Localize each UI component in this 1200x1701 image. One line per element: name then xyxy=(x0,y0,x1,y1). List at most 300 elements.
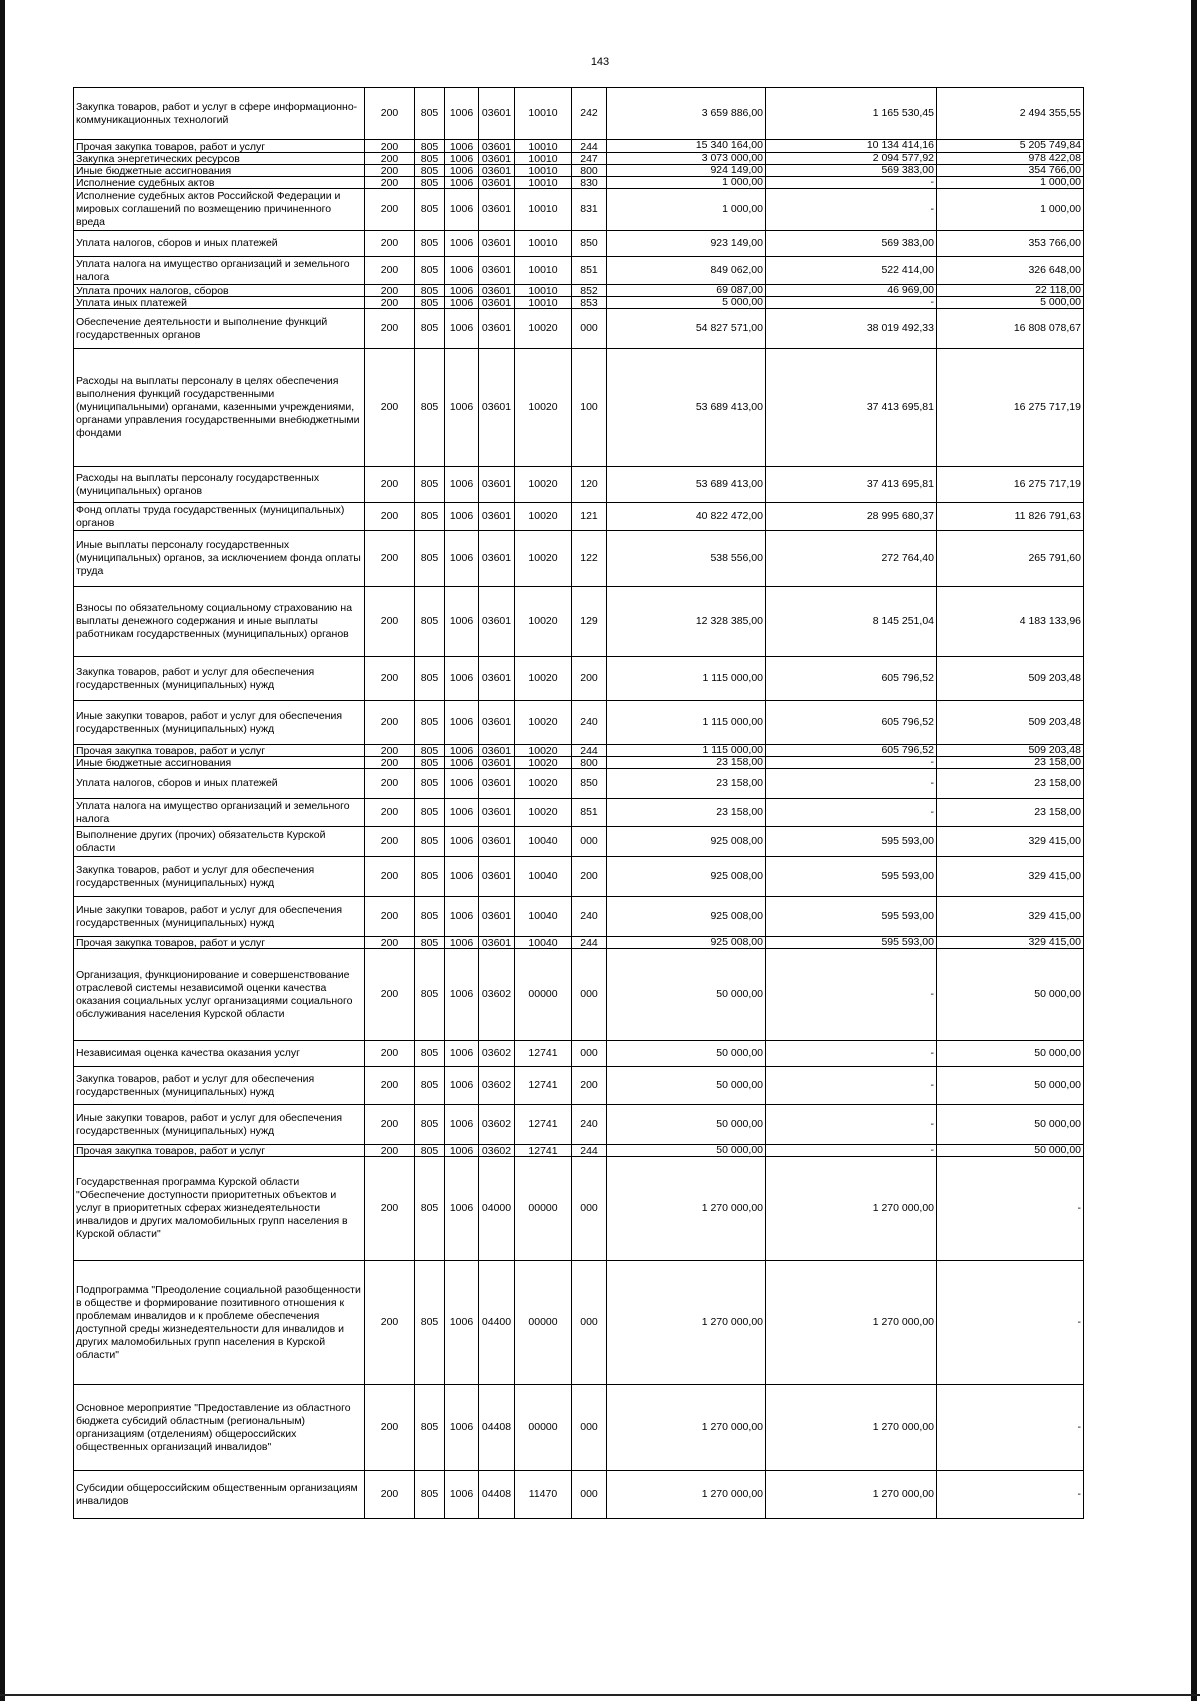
cell-direction: 10010 xyxy=(515,257,572,285)
cell-subsection: 1006 xyxy=(445,1385,479,1471)
cell-planned: 1 270 000,00 xyxy=(607,1471,766,1519)
cell-executed: - xyxy=(766,1067,937,1105)
cell-remaining: 265 791,60 xyxy=(937,531,1084,587)
cell-direction: 10010 xyxy=(515,297,572,309)
cell-expense-type: 244 xyxy=(572,1145,607,1157)
row-name-cell: Уплата налога на имущество организаций и земельного налога xyxy=(74,257,365,285)
cell-chapter: 200 xyxy=(365,177,415,189)
cell-planned: 538 556,00 xyxy=(607,531,766,587)
table-row xyxy=(74,1385,1084,1471)
cell-chapter: 200 xyxy=(365,1261,415,1385)
cell-planned: 925 008,00 xyxy=(607,897,766,937)
row-name-cell: Уплата налога на имущество организаций и земельного налога xyxy=(74,799,365,827)
cell-section: 805 xyxy=(415,531,445,587)
cell-direction: 10020 xyxy=(515,349,572,467)
cell-direction: 10040 xyxy=(515,937,572,949)
cell-remaining: 509 203,48 xyxy=(937,701,1084,745)
cell-section: 805 xyxy=(415,349,445,467)
cell-section: 805 xyxy=(415,153,445,165)
cell-section: 805 xyxy=(415,1145,445,1157)
cell-direction: 00000 xyxy=(515,1385,572,1471)
table-row xyxy=(74,897,1084,937)
cell-remaining: 509 203,48 xyxy=(937,657,1084,701)
cell-planned: 1 115 000,00 xyxy=(607,657,766,701)
cell-chapter: 200 xyxy=(365,1385,415,1471)
cell-subsection: 1006 xyxy=(445,1067,479,1105)
cell-direction: 10010 xyxy=(515,231,572,257)
row-name-cell: Взносы по обязательному социальному страхованию на выплаты денежного содержания и иные выплаты работникам государственных (муниципальных) органов xyxy=(74,587,365,657)
cell-remaining: 16 275 717,19 xyxy=(937,467,1084,503)
table-row xyxy=(74,467,1084,503)
cell-direction: 10010 xyxy=(515,285,572,297)
cell-chapter: 200 xyxy=(365,257,415,285)
cell-remaining: 329 415,00 xyxy=(937,827,1084,857)
cell-expense-type: 000 xyxy=(572,1261,607,1385)
row-name-cell: Прочая закупка товаров, работ и услуг xyxy=(74,140,365,153)
cell-chapter: 200 xyxy=(365,745,415,757)
cell-direction: 10020 xyxy=(515,745,572,757)
cell-remaining: 1 000,00 xyxy=(937,189,1084,231)
cell-subsection: 1006 xyxy=(445,285,479,297)
cell-remaining: 11 826 791,63 xyxy=(937,503,1084,531)
cell-executed: 46 969,00 xyxy=(766,285,937,297)
cell-subsection: 1006 xyxy=(445,231,479,257)
cell-direction: 10040 xyxy=(515,897,572,937)
cell-chapter: 200 xyxy=(365,88,415,140)
cell-subsection: 1006 xyxy=(445,701,479,745)
table-row xyxy=(74,1041,1084,1067)
cell-planned: 50 000,00 xyxy=(607,949,766,1041)
cell-subsection: 1006 xyxy=(445,857,479,897)
cell-direction: 10010 xyxy=(515,153,572,165)
cell-section: 805 xyxy=(415,769,445,799)
cell-chapter: 200 xyxy=(365,1157,415,1261)
cell-planned: 23 158,00 xyxy=(607,757,766,769)
cell-program: 03602 xyxy=(479,1067,515,1105)
table-row xyxy=(74,189,1084,231)
row-name-cell: Уплата иных платежей xyxy=(74,297,365,309)
cell-section: 805 xyxy=(415,757,445,769)
row-name-cell: Закупка товаров, работ и услуг для обеспечения государственных (муниципальных) нужд xyxy=(74,657,365,701)
row-name-cell: Прочая закупка товаров, работ и услуг xyxy=(74,1145,365,1157)
cell-executed: - xyxy=(766,1041,937,1067)
cell-planned: 925 008,00 xyxy=(607,937,766,949)
row-name-cell: Фонд оплаты труда государственных (муниципальных) органов xyxy=(74,503,365,531)
row-name-cell: Закупка товаров, работ и услуг для обеспечения государственных (муниципальных) нужд xyxy=(74,1067,365,1105)
cell-remaining: 23 158,00 xyxy=(937,799,1084,827)
cell-subsection: 1006 xyxy=(445,937,479,949)
cell-section: 805 xyxy=(415,189,445,231)
cell-subsection: 1006 xyxy=(445,257,479,285)
cell-remaining: - xyxy=(937,1471,1084,1519)
cell-program: 04400 xyxy=(479,1261,515,1385)
cell-section: 805 xyxy=(415,1067,445,1105)
cell-planned: 1 115 000,00 xyxy=(607,745,766,757)
cell-chapter: 200 xyxy=(365,857,415,897)
cell-program: 03601 xyxy=(479,857,515,897)
cell-program: 03602 xyxy=(479,1105,515,1145)
cell-remaining: 50 000,00 xyxy=(937,1041,1084,1067)
cell-subsection: 1006 xyxy=(445,1157,479,1261)
table-row xyxy=(74,827,1084,857)
row-name-cell: Иные бюджетные ассигнования xyxy=(74,757,365,769)
cell-remaining: 978 422,08 xyxy=(937,153,1084,165)
cell-chapter: 200 xyxy=(365,349,415,467)
cell-chapter: 200 xyxy=(365,949,415,1041)
cell-program: 03601 xyxy=(479,88,515,140)
cell-chapter: 200 xyxy=(365,285,415,297)
table-row xyxy=(74,857,1084,897)
cell-program: 03602 xyxy=(479,949,515,1041)
cell-direction: 10020 xyxy=(515,757,572,769)
cell-remaining: 5 000,00 xyxy=(937,297,1084,309)
cell-expense-type: 100 xyxy=(572,349,607,467)
table-row xyxy=(74,1261,1084,1385)
table-row xyxy=(74,297,1084,309)
cell-program: 03601 xyxy=(479,189,515,231)
cell-expense-type: 244 xyxy=(572,745,607,757)
cell-planned: 924 149,00 xyxy=(607,165,766,177)
cell-planned: 23 158,00 xyxy=(607,769,766,799)
cell-remaining: 509 203,48 xyxy=(937,745,1084,757)
cell-executed: 605 796,52 xyxy=(766,701,937,745)
cell-remaining: - xyxy=(937,1261,1084,1385)
cell-section: 805 xyxy=(415,231,445,257)
cell-remaining: 353 766,00 xyxy=(937,231,1084,257)
cell-program: 03601 xyxy=(479,531,515,587)
cell-direction: 12741 xyxy=(515,1067,572,1105)
cell-direction: 10010 xyxy=(515,189,572,231)
cell-expense-type: 853 xyxy=(572,297,607,309)
cell-remaining: 5 205 749,84 xyxy=(937,140,1084,153)
cell-direction: 12741 xyxy=(515,1105,572,1145)
cell-chapter: 200 xyxy=(365,1471,415,1519)
table-row xyxy=(74,177,1084,189)
cell-executed: 595 593,00 xyxy=(766,857,937,897)
row-name-cell: Расходы на выплаты персоналу государственных (муниципальных) органов xyxy=(74,467,365,503)
cell-planned: 15 340 164,00 xyxy=(607,140,766,153)
cell-direction: 10020 xyxy=(515,467,572,503)
cell-section: 805 xyxy=(415,1157,445,1261)
cell-chapter: 200 xyxy=(365,140,415,153)
cell-expense-type: 244 xyxy=(572,937,607,949)
cell-planned: 1 270 000,00 xyxy=(607,1385,766,1471)
cell-expense-type: 129 xyxy=(572,587,607,657)
cell-executed: - xyxy=(766,297,937,309)
cell-direction: 10010 xyxy=(515,165,572,177)
cell-chapter: 200 xyxy=(365,1067,415,1105)
cell-remaining: 329 415,00 xyxy=(937,897,1084,937)
cell-direction: 10010 xyxy=(515,177,572,189)
cell-planned: 1 000,00 xyxy=(607,177,766,189)
table-row xyxy=(74,1105,1084,1145)
cell-program: 03601 xyxy=(479,297,515,309)
cell-subsection: 1006 xyxy=(445,349,479,467)
cell-remaining: 50 000,00 xyxy=(937,949,1084,1041)
cell-direction: 12741 xyxy=(515,1145,572,1157)
table-row xyxy=(74,1145,1084,1157)
table-row xyxy=(74,285,1084,297)
cell-chapter: 200 xyxy=(365,1105,415,1145)
cell-expense-type: 122 xyxy=(572,531,607,587)
cell-expense-type: 200 xyxy=(572,857,607,897)
cell-section: 805 xyxy=(415,297,445,309)
cell-program: 03601 xyxy=(479,177,515,189)
row-name-cell: Уплата налогов, сборов и иных платежей xyxy=(74,231,365,257)
cell-chapter: 200 xyxy=(365,165,415,177)
cell-expense-type: 200 xyxy=(572,1067,607,1105)
cell-expense-type: 852 xyxy=(572,285,607,297)
cell-executed: - xyxy=(766,189,937,231)
table-row xyxy=(74,140,1084,153)
table-row xyxy=(74,1067,1084,1105)
cell-program: 03601 xyxy=(479,467,515,503)
cell-executed: 38 019 492,33 xyxy=(766,309,937,349)
cell-section: 805 xyxy=(415,467,445,503)
cell-chapter: 200 xyxy=(365,827,415,857)
cell-remaining: 50 000,00 xyxy=(937,1067,1084,1105)
cell-subsection: 1006 xyxy=(445,657,479,701)
cell-expense-type: 120 xyxy=(572,467,607,503)
row-name-cell: Иные бюджетные ассигнования xyxy=(74,165,365,177)
cell-program: 03601 xyxy=(479,153,515,165)
budget-table xyxy=(73,87,1084,1519)
cell-remaining: 4 183 133,96 xyxy=(937,587,1084,657)
cell-subsection: 1006 xyxy=(445,1105,479,1145)
cell-subsection: 1006 xyxy=(445,153,479,165)
row-name-cell: Подпрограмма "Преодоление социальной разобщенности в обществе и формирование позитивного отношения к проблемам инвалидов и к проблеме обеспечения доступной среды жизнедеятельности для инвалидов и других маломобильных групп населения в Курской области" xyxy=(74,1261,365,1385)
cell-executed: 522 414,00 xyxy=(766,257,937,285)
cell-section: 805 xyxy=(415,827,445,857)
cell-section: 805 xyxy=(415,799,445,827)
cell-planned: 923 149,00 xyxy=(607,231,766,257)
cell-chapter: 200 xyxy=(365,467,415,503)
row-name-cell: Иные выплаты персоналу государственных (муниципальных) органов, за исключением фонда оплаты труда xyxy=(74,531,365,587)
cell-executed: 1 270 000,00 xyxy=(766,1385,937,1471)
cell-remaining: 1 000,00 xyxy=(937,177,1084,189)
cell-planned: 3 073 000,00 xyxy=(607,153,766,165)
table-row xyxy=(74,309,1084,349)
cell-program: 03601 xyxy=(479,769,515,799)
cell-expense-type: 000 xyxy=(572,1041,607,1067)
row-name-cell: Организация, функционирование и совершенствование отраслевой системы независимой оценки качества оказания социальных услуг организациями социального обслуживания населения Курской области xyxy=(74,949,365,1041)
cell-planned: 53 689 413,00 xyxy=(607,467,766,503)
cell-direction: 10010 xyxy=(515,140,572,153)
row-name-cell: Иные закупки товаров, работ и услуг для обеспечения государственных (муниципальных) нужд xyxy=(74,701,365,745)
cell-executed: - xyxy=(766,177,937,189)
cell-section: 805 xyxy=(415,88,445,140)
row-name-cell: Уплата прочих налогов, сборов xyxy=(74,285,365,297)
cell-section: 805 xyxy=(415,285,445,297)
cell-program: 03601 xyxy=(479,309,515,349)
cell-planned: 1 000,00 xyxy=(607,189,766,231)
table-row xyxy=(74,949,1084,1041)
cell-remaining: 2 494 355,55 xyxy=(937,88,1084,140)
cell-expense-type: 242 xyxy=(572,88,607,140)
cell-subsection: 1006 xyxy=(445,309,479,349)
cell-expense-type: 240 xyxy=(572,701,607,745)
cell-planned: 50 000,00 xyxy=(607,1067,766,1105)
row-name-cell: Расходы на выплаты персоналу в целях обеспечения выполнения функций государственными (муниципальными) органами, казенными учреждениями, органами управления государственными внебюджетными фондами xyxy=(74,349,365,467)
cell-expense-type: 830 xyxy=(572,177,607,189)
cell-subsection: 1006 xyxy=(445,1041,479,1067)
cell-subsection: 1006 xyxy=(445,503,479,531)
cell-subsection: 1006 xyxy=(445,467,479,503)
cell-executed: 1 270 000,00 xyxy=(766,1471,937,1519)
cell-section: 805 xyxy=(415,309,445,349)
table-row xyxy=(74,745,1084,757)
table-row xyxy=(74,349,1084,467)
cell-remaining: 23 158,00 xyxy=(937,769,1084,799)
row-name-cell: Уплата налогов, сборов и иных платежей xyxy=(74,769,365,799)
cell-program: 03601 xyxy=(479,827,515,857)
cell-program: 04408 xyxy=(479,1385,515,1471)
cell-section: 805 xyxy=(415,897,445,937)
cell-planned: 40 822 472,00 xyxy=(607,503,766,531)
cell-program: 03601 xyxy=(479,231,515,257)
cell-planned: 3 659 886,00 xyxy=(607,88,766,140)
cell-remaining: 16 275 717,19 xyxy=(937,349,1084,467)
cell-subsection: 1006 xyxy=(445,745,479,757)
cell-section: 805 xyxy=(415,657,445,701)
table-row xyxy=(74,88,1084,140)
cell-direction: 10020 xyxy=(515,769,572,799)
cell-program: 03601 xyxy=(479,757,515,769)
cell-remaining: 50 000,00 xyxy=(937,1105,1084,1145)
cell-executed: - xyxy=(766,1105,937,1145)
cell-direction: 00000 xyxy=(515,1157,572,1261)
cell-chapter: 200 xyxy=(365,937,415,949)
cell-expense-type: 851 xyxy=(572,799,607,827)
row-name-cell: Прочая закупка товаров, работ и услуг xyxy=(74,745,365,757)
cell-program: 03602 xyxy=(479,1145,515,1157)
row-name-cell: Государственная программа Курской области "Обеспечение доступности приоритетных объектов и услуг в приоритетных сферах жизнедеятельности инвалидов и других маломобильных групп населения в Курской области" xyxy=(74,1157,365,1261)
row-name-cell: Прочая закупка товаров, работ и услуг xyxy=(74,937,365,949)
cell-expense-type: 850 xyxy=(572,769,607,799)
cell-remaining: 22 118,00 xyxy=(937,285,1084,297)
cell-section: 805 xyxy=(415,857,445,897)
scan-bottom-edge xyxy=(0,1694,1200,1696)
cell-executed: 272 764,40 xyxy=(766,531,937,587)
cell-section: 805 xyxy=(415,1385,445,1471)
table-row xyxy=(74,701,1084,745)
cell-remaining: 329 415,00 xyxy=(937,857,1084,897)
cell-direction: 10020 xyxy=(515,701,572,745)
cell-chapter: 200 xyxy=(365,769,415,799)
cell-subsection: 1006 xyxy=(445,531,479,587)
cell-expense-type: 000 xyxy=(572,1385,607,1471)
table-row xyxy=(74,587,1084,657)
cell-direction: 10020 xyxy=(515,657,572,701)
row-name-cell: Исполнение судебных актов xyxy=(74,177,365,189)
cell-subsection: 1006 xyxy=(445,769,479,799)
cell-direction: 10040 xyxy=(515,857,572,897)
cell-section: 805 xyxy=(415,503,445,531)
cell-planned: 69 087,00 xyxy=(607,285,766,297)
cell-chapter: 200 xyxy=(365,897,415,937)
cell-section: 805 xyxy=(415,257,445,285)
cell-planned: 1 115 000,00 xyxy=(607,701,766,745)
cell-subsection: 1006 xyxy=(445,189,479,231)
table-row xyxy=(74,257,1084,285)
cell-subsection: 1006 xyxy=(445,757,479,769)
cell-executed: 595 593,00 xyxy=(766,897,937,937)
cell-executed: - xyxy=(766,1145,937,1157)
cell-remaining: 329 415,00 xyxy=(937,937,1084,949)
cell-executed: - xyxy=(766,769,937,799)
cell-direction: 12741 xyxy=(515,1041,572,1067)
scan-left-edge xyxy=(0,0,5,1701)
cell-remaining: - xyxy=(937,1385,1084,1471)
cell-executed: - xyxy=(766,799,937,827)
cell-chapter: 200 xyxy=(365,297,415,309)
cell-program: 03601 xyxy=(479,587,515,657)
cell-direction: 11470 xyxy=(515,1471,572,1519)
cell-section: 805 xyxy=(415,745,445,757)
cell-planned: 53 689 413,00 xyxy=(607,349,766,467)
table-row xyxy=(74,1157,1084,1261)
row-name-cell: Закупка энергетических ресурсов xyxy=(74,153,365,165)
row-name-cell: Исполнение судебных актов Российской Федерации и мировых соглашений по возмещению причиненного вреда xyxy=(74,189,365,231)
cell-remaining: 354 766,00 xyxy=(937,165,1084,177)
cell-direction: 00000 xyxy=(515,1261,572,1385)
row-name-cell: Основное мероприятие "Предоставление из областного бюджета субсидий областным (региональным) организациям (отделениям) общероссийских общественных организаций инвалидов" xyxy=(74,1385,365,1471)
cell-section: 805 xyxy=(415,140,445,153)
cell-expense-type: 000 xyxy=(572,827,607,857)
cell-planned: 925 008,00 xyxy=(607,827,766,857)
cell-planned: 1 270 000,00 xyxy=(607,1157,766,1261)
cell-planned: 849 062,00 xyxy=(607,257,766,285)
cell-remaining: 50 000,00 xyxy=(937,1145,1084,1157)
cell-direction: 10040 xyxy=(515,827,572,857)
table-row xyxy=(74,165,1084,177)
row-name-cell: Выполнение других (прочих) обязательств Курской области xyxy=(74,827,365,857)
cell-expense-type: 850 xyxy=(572,231,607,257)
cell-subsection: 1006 xyxy=(445,799,479,827)
cell-chapter: 200 xyxy=(365,757,415,769)
cell-program: 03601 xyxy=(479,165,515,177)
cell-planned: 50 000,00 xyxy=(607,1105,766,1145)
cell-subsection: 1006 xyxy=(445,177,479,189)
cell-expense-type: 000 xyxy=(572,1157,607,1261)
table-row xyxy=(74,799,1084,827)
cell-section: 805 xyxy=(415,177,445,189)
cell-expense-type: 851 xyxy=(572,257,607,285)
row-name-cell: Субсидии общероссийским общественным организациям инвалидов xyxy=(74,1471,365,1519)
cell-executed: 37 413 695,81 xyxy=(766,349,937,467)
cell-direction: 10020 xyxy=(515,799,572,827)
cell-expense-type: 000 xyxy=(572,949,607,1041)
cell-remaining: 23 158,00 xyxy=(937,757,1084,769)
cell-remaining: 326 648,00 xyxy=(937,257,1084,285)
cell-program: 04000 xyxy=(479,1157,515,1261)
cell-expense-type: 240 xyxy=(572,1105,607,1145)
cell-subsection: 1006 xyxy=(445,165,479,177)
cell-direction: 10020 xyxy=(515,503,572,531)
cell-subsection: 1006 xyxy=(445,897,479,937)
cell-chapter: 200 xyxy=(365,799,415,827)
cell-planned: 1 270 000,00 xyxy=(607,1261,766,1385)
cell-chapter: 200 xyxy=(365,189,415,231)
cell-direction: 10020 xyxy=(515,587,572,657)
cell-expense-type: 000 xyxy=(572,1471,607,1519)
cell-executed: 605 796,52 xyxy=(766,657,937,701)
cell-section: 805 xyxy=(415,1471,445,1519)
table-row xyxy=(74,503,1084,531)
table-row xyxy=(74,531,1084,587)
cell-planned: 925 008,00 xyxy=(607,857,766,897)
scan-right-edge xyxy=(1191,0,1197,1701)
